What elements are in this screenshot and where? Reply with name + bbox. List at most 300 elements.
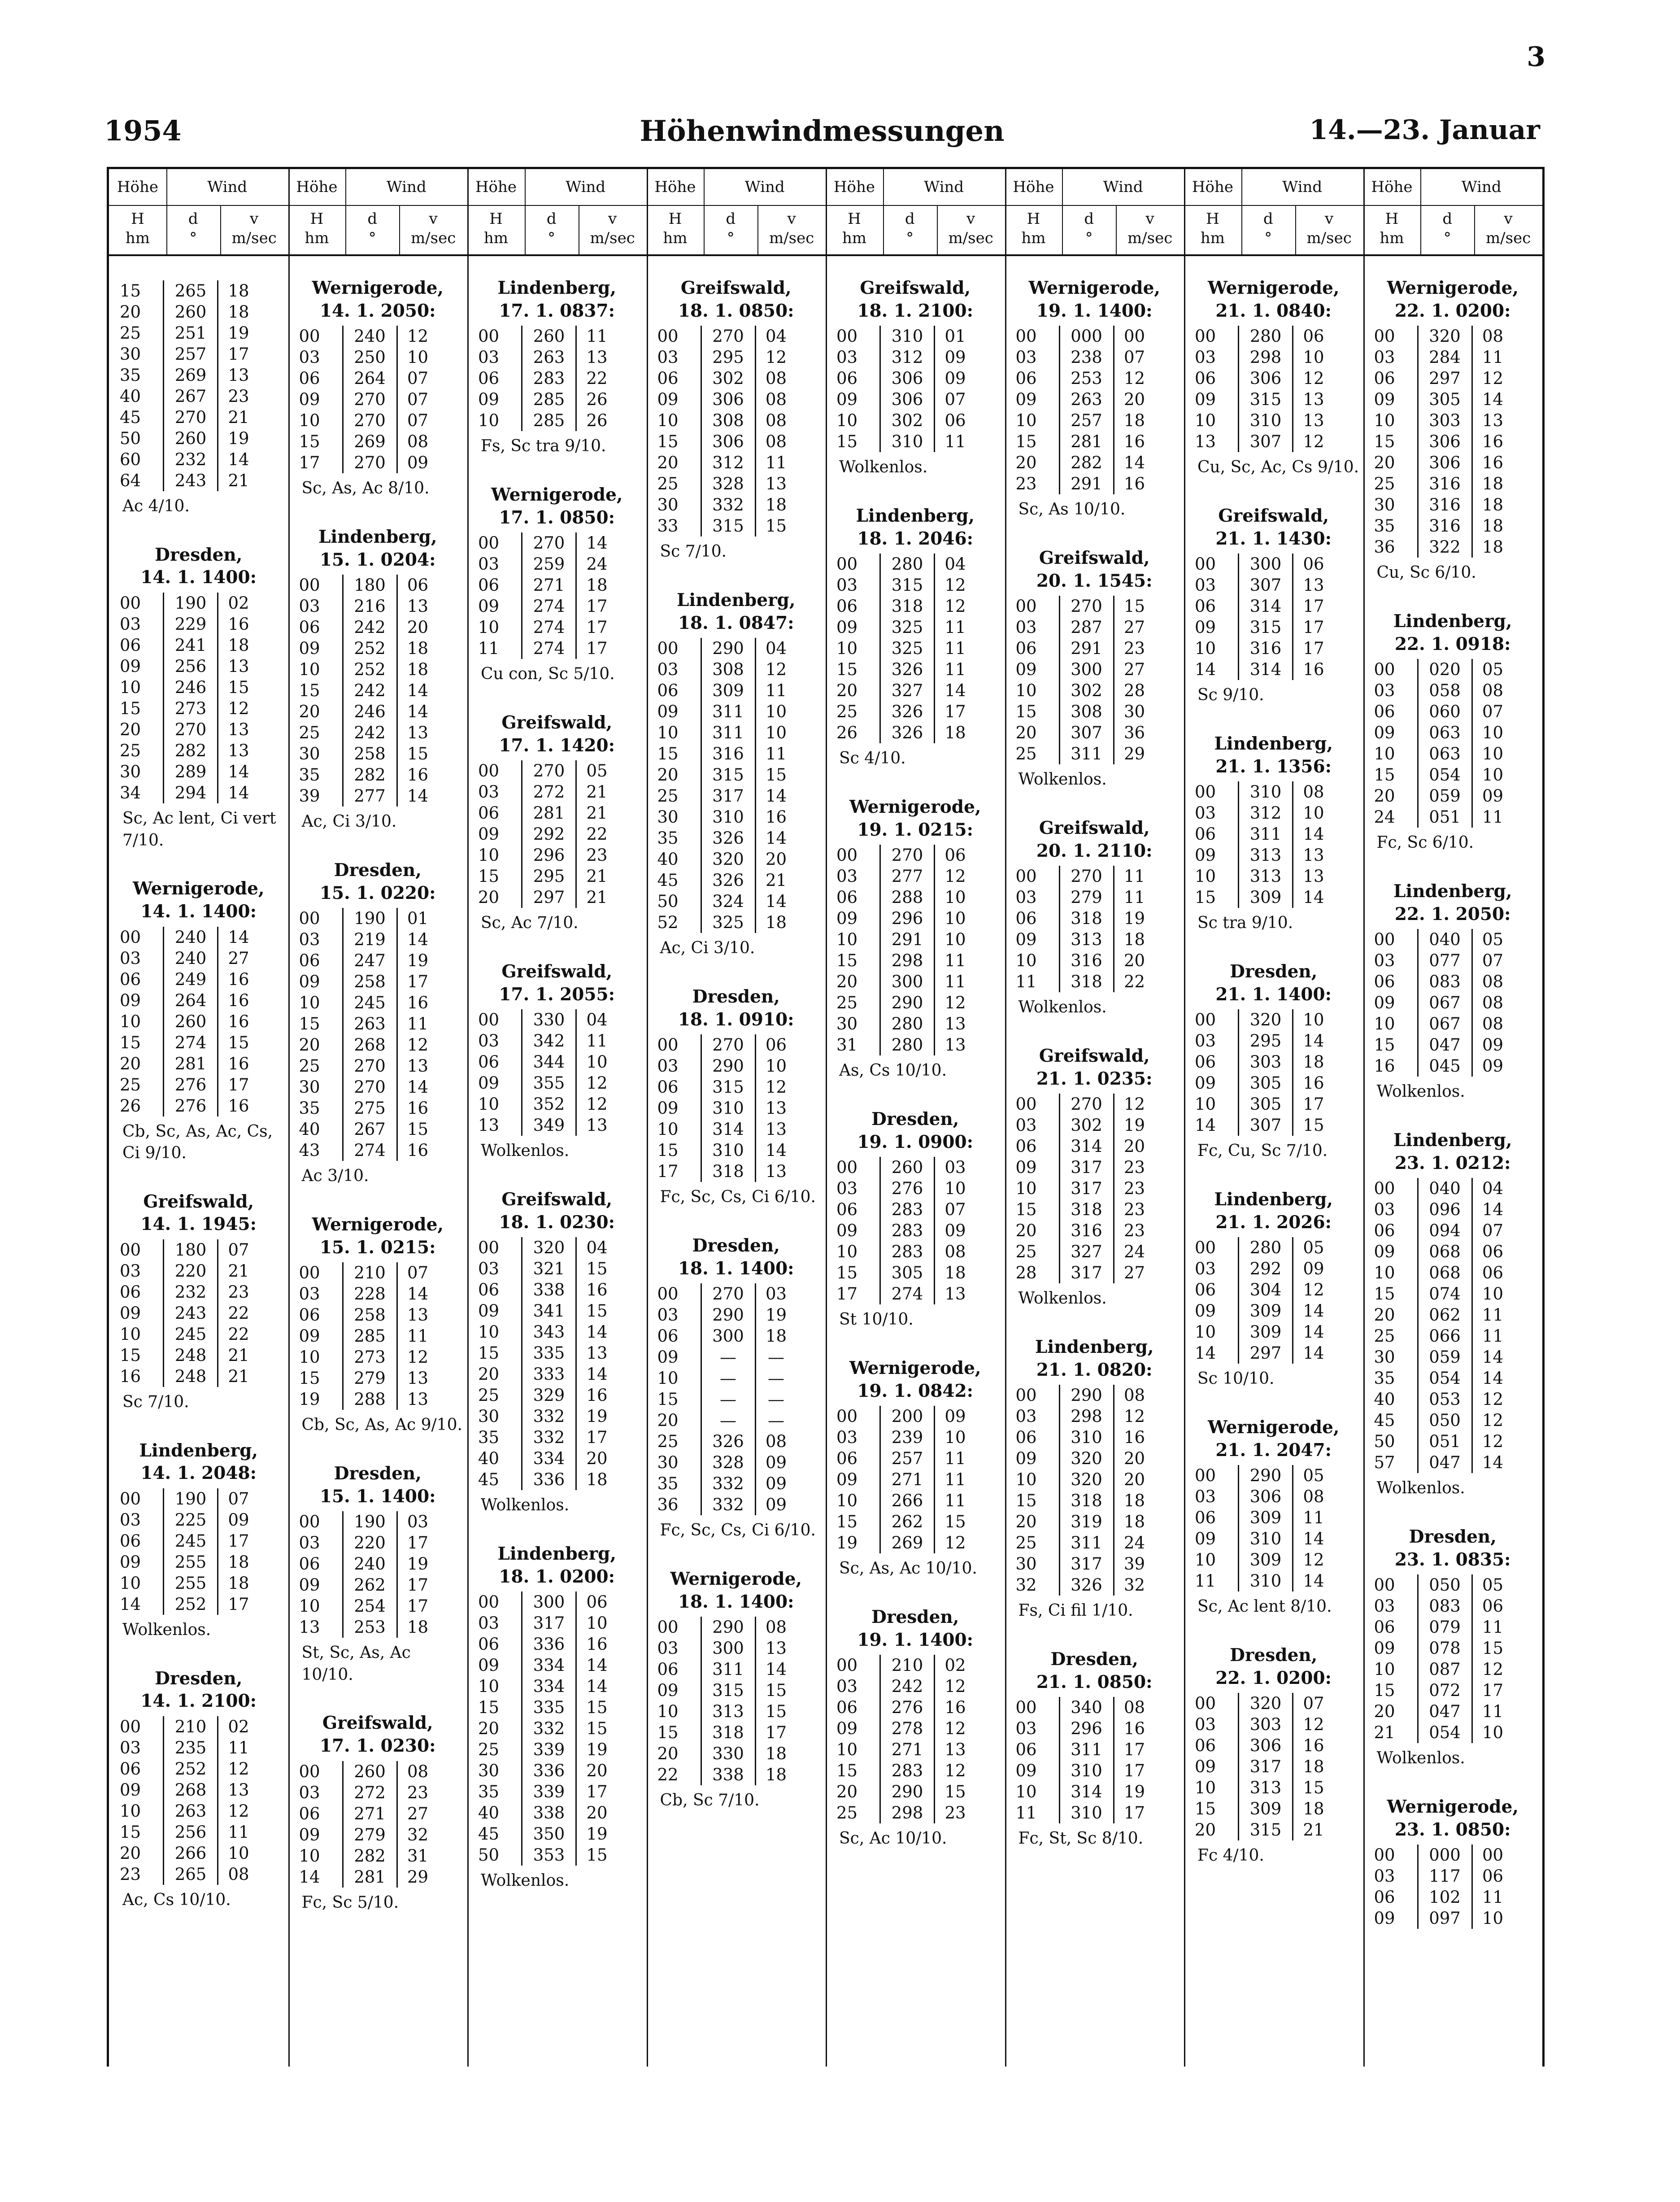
- table-row: [1195, 1343, 1334, 1364]
- direction-cell: 312: [880, 347, 935, 368]
- table-row: [836, 1760, 975, 1781]
- direction-cell: 306: [701, 431, 755, 452]
- direction-cell: 332: [701, 1494, 755, 1515]
- height-cell: 03: [836, 1677, 858, 1696]
- height-cell: 35: [1374, 1369, 1395, 1388]
- height-cell: 23: [1015, 474, 1037, 494]
- table-row: [478, 1781, 617, 1802]
- station-name: Wernigerode,: [133, 878, 265, 899]
- height-cell: 34: [120, 783, 141, 802]
- station-datetime: 22. 1. 2050:: [1394, 903, 1511, 924]
- speed-cell: 18: [228, 1552, 249, 1572]
- height-cell: 03: [120, 1510, 141, 1530]
- table-row: [299, 785, 438, 807]
- height-cell: 06: [299, 1305, 320, 1325]
- height-cell: 09: [299, 1825, 320, 1844]
- cloud-observation: As, Cs 10/10.: [839, 1061, 947, 1080]
- table-row: [299, 1845, 438, 1866]
- direction-cell: 296: [522, 845, 576, 866]
- table-row: [1195, 1115, 1334, 1136]
- direction-cell: 282: [343, 764, 397, 785]
- height-cell: 00: [1374, 660, 1395, 680]
- direction-cell: 297: [1239, 1343, 1293, 1364]
- station-datetime: 19. 1. 0842:: [857, 1380, 974, 1401]
- speed-cell: 20: [1123, 1470, 1145, 1490]
- direction-cell: 256: [164, 656, 218, 677]
- data-table: [107, 167, 1545, 2067]
- speed-cell: 08: [1303, 1487, 1324, 1507]
- table-row: [1016, 1718, 1155, 1739]
- table-row: [836, 1034, 975, 1055]
- speed-cell: 13: [228, 656, 249, 676]
- cloud-observation: Ac, Ci 3/10.: [301, 812, 397, 831]
- height-cell: 10: [657, 1369, 679, 1388]
- table-row: [657, 452, 796, 473]
- speed-cell: 18: [944, 1263, 966, 1283]
- height-cell: 10: [657, 723, 679, 743]
- direction-cell: 266: [880, 1490, 935, 1511]
- height-cell: 09: [836, 1221, 858, 1241]
- height-cell: 00: [1374, 1179, 1395, 1199]
- station-title: [826, 505, 1005, 550]
- table-row: [1195, 802, 1334, 824]
- wind-table: [478, 1237, 617, 1490]
- height-cell: 00: [120, 927, 141, 947]
- height-cell: 09: [120, 1780, 141, 1800]
- table-row: [478, 1300, 617, 1321]
- speed-cell: 08: [944, 1242, 966, 1262]
- height-cell: 15: [657, 432, 679, 452]
- direction-cell: 266: [164, 1843, 218, 1864]
- height-cell: 03: [657, 1305, 679, 1325]
- height-cell: 25: [836, 702, 858, 722]
- cloud-observation: Ac 4/10.: [122, 497, 190, 515]
- speed-cell: 14: [407, 1077, 429, 1097]
- direction-cell: 295: [522, 866, 576, 887]
- speed-cell: 16: [1123, 474, 1145, 494]
- table-row: [120, 1011, 259, 1032]
- direction-cell: 291: [880, 929, 935, 950]
- direction-cell: 077: [1418, 950, 1472, 971]
- speed-cell: 13: [228, 719, 249, 739]
- speed-cell: 16: [1303, 1073, 1324, 1093]
- speed-cell: 10: [1303, 803, 1324, 823]
- table-row: [120, 386, 259, 407]
- height-cell: 00: [299, 909, 320, 929]
- height-cell: 15: [120, 1346, 141, 1365]
- table-column: [826, 169, 1006, 2067]
- speed-cell: 18: [586, 576, 608, 595]
- height-cell: 43: [299, 1141, 320, 1160]
- header-hoehe: Höhe: [1363, 169, 1422, 205]
- speed-cell: 15: [586, 1259, 608, 1279]
- cloud-observation: Ac, Ci 3/10.: [660, 939, 755, 958]
- height-cell: 03: [1195, 803, 1216, 823]
- table-row: [478, 1739, 617, 1760]
- table-row: [478, 1427, 617, 1448]
- table-row: [836, 347, 975, 368]
- table-row: [657, 1701, 796, 1722]
- height-cell: 32: [1015, 1575, 1037, 1595]
- station-block: [1363, 1796, 1543, 1929]
- station-name: Lindenberg,: [1393, 881, 1512, 902]
- table-row: [657, 912, 796, 933]
- direction-cell: 210: [880, 1655, 935, 1676]
- speed-cell: 06: [407, 576, 429, 595]
- table-row: [1374, 1034, 1513, 1055]
- direction-cell: 270: [343, 1055, 397, 1077]
- speed-cell: 06: [944, 846, 966, 865]
- table-row: [836, 1718, 975, 1739]
- station-name: Wernigerode,: [1387, 1796, 1519, 1817]
- station-datetime: 17. 1. 0230:: [319, 1735, 436, 1757]
- speed-cell: 16: [407, 993, 429, 1013]
- speed-cell: 04: [586, 1238, 608, 1258]
- table-row: [1195, 1237, 1334, 1258]
- height-cell: 03: [1015, 888, 1037, 907]
- height-cell: 35: [299, 765, 320, 785]
- height-cell: 45: [478, 1824, 500, 1844]
- direction-cell: 074: [1418, 1283, 1472, 1304]
- table-row: [299, 1617, 438, 1638]
- height-cell: 06: [1015, 369, 1037, 388]
- header-hoehe: Höhe: [467, 169, 526, 205]
- table-row: [836, 1406, 975, 1427]
- speed-cell: 23: [228, 1282, 249, 1302]
- direction-cell: 280: [1239, 326, 1293, 347]
- header-deg: °: [1443, 229, 1451, 247]
- direction-cell: 288: [343, 1389, 397, 1410]
- height-cell: 15: [836, 1761, 858, 1781]
- table-row: [299, 701, 438, 722]
- table-row: [1195, 1321, 1334, 1343]
- direction-cell: —: [701, 1368, 755, 1389]
- speed-cell: 12: [1482, 1432, 1504, 1452]
- speed-cell: 08: [228, 1865, 249, 1884]
- height-cell: 00: [120, 1717, 141, 1737]
- table-row: [1374, 347, 1513, 368]
- height-cell: 03: [299, 597, 320, 616]
- station-datetime: 19. 1. 1400:: [857, 1629, 974, 1650]
- header-hoehe: Höhe: [647, 169, 705, 205]
- direction-cell: 054: [1418, 1368, 1472, 1389]
- direction-cell: 260: [164, 428, 218, 449]
- height-cell: 00: [478, 1592, 500, 1612]
- table-row: [657, 1722, 796, 1743]
- direction-cell: 305: [1418, 389, 1472, 410]
- speed-cell: 21: [228, 1367, 249, 1387]
- table-row: [1195, 431, 1334, 452]
- station-name: Wernigerode,: [1387, 278, 1519, 298]
- height-cell: 06: [478, 576, 500, 595]
- table-row: [657, 1431, 796, 1452]
- column-body: [647, 277, 826, 1838]
- direction-cell: 341: [522, 1300, 576, 1321]
- table-row: [1374, 1574, 1513, 1596]
- station-datetime: 18. 1. 0850:: [678, 300, 794, 321]
- table-row: [1016, 1490, 1155, 1511]
- direction-cell: 270: [1059, 866, 1114, 887]
- station-block: [1363, 1129, 1543, 1500]
- height-cell: 03: [120, 1738, 141, 1758]
- table-row: [1374, 473, 1513, 494]
- speed-cell: 18: [1123, 1491, 1145, 1511]
- table-row: [299, 680, 438, 701]
- station-title: [647, 985, 826, 1031]
- direction-cell: 327: [1059, 1241, 1114, 1262]
- wind-table: [478, 1009, 617, 1136]
- station-name: Greifswald,: [1039, 1045, 1150, 1066]
- height-cell: 10: [657, 1120, 679, 1139]
- table-row: [1195, 1798, 1334, 1819]
- header-h: H: [1206, 210, 1219, 228]
- direction-cell: 068: [1418, 1241, 1472, 1262]
- height-cell: 60: [120, 450, 141, 469]
- station-title: [467, 277, 647, 322]
- table-row: [120, 782, 259, 803]
- height-cell: 10: [299, 411, 320, 431]
- table-row: [1374, 410, 1513, 431]
- height-cell: 64: [120, 471, 141, 490]
- speed-cell: 12: [944, 993, 966, 1013]
- height-cell: 09: [1015, 1761, 1037, 1781]
- height-cell: 03: [1015, 1407, 1037, 1426]
- station-datetime: 21. 1. 2026:: [1215, 1212, 1332, 1233]
- direction-cell: 310: [701, 807, 755, 828]
- height-cell: 06: [1015, 639, 1037, 658]
- wind-table: [1195, 1465, 1334, 1592]
- station-block: [647, 1568, 826, 1812]
- table-row: [1195, 368, 1334, 389]
- height-cell: 06: [1015, 909, 1037, 929]
- header-wind: Wind: [386, 178, 427, 196]
- column-header: [1184, 169, 1363, 256]
- direction-cell: 281: [1059, 431, 1114, 452]
- table-row: [1016, 1199, 1155, 1220]
- cloud-observation: Sc, Ac 7/10.: [481, 914, 579, 933]
- direction-cell: 245: [164, 1324, 218, 1345]
- header-h: H: [1385, 210, 1399, 228]
- speed-cell: 14: [1482, 1369, 1504, 1388]
- speed-cell: 16: [228, 990, 249, 1010]
- direction-cell: 283: [880, 1220, 935, 1241]
- table-row: [836, 992, 975, 1013]
- height-cell: 15: [836, 1512, 858, 1532]
- table-row: [1374, 1013, 1513, 1034]
- direction-cell: 311: [1059, 1739, 1114, 1760]
- speed-cell: 18: [1123, 930, 1145, 950]
- direction-cell: 320: [1059, 1448, 1114, 1469]
- direction-cell: 270: [1059, 1094, 1114, 1115]
- direction-cell: 318: [1059, 908, 1114, 929]
- direction-cell: 210: [343, 1262, 397, 1283]
- height-cell: 06: [478, 1052, 500, 1072]
- station-name: Dresden,: [1050, 1648, 1138, 1670]
- height-cell: 00: [1015, 1698, 1037, 1718]
- table-row: [1016, 950, 1155, 971]
- direction-cell: 330: [522, 1009, 576, 1030]
- height-cell: 06: [1195, 1736, 1216, 1756]
- direction-cell: 289: [164, 761, 218, 782]
- speed-cell: 18: [1482, 537, 1504, 557]
- direction-cell: 180: [343, 575, 397, 596]
- station-datetime: 17. 1. 1420:: [499, 735, 615, 756]
- speed-cell: 11: [1123, 888, 1145, 907]
- speed-cell: 08: [765, 411, 787, 431]
- header-h: H: [1027, 210, 1040, 228]
- direction-cell: 229: [164, 614, 218, 635]
- direction-cell: 306: [1239, 368, 1293, 389]
- station-title: [109, 1439, 288, 1485]
- direction-cell: 200: [880, 1406, 935, 1427]
- direction-cell: 263: [343, 1013, 397, 1034]
- direction-cell: 313: [1059, 929, 1114, 950]
- header-deg: °: [906, 229, 914, 247]
- height-cell: 10: [478, 1094, 500, 1114]
- height-cell: 20: [120, 1054, 141, 1073]
- direction-cell: 297: [1418, 368, 1472, 389]
- height-cell: 09: [657, 1347, 679, 1367]
- height-cell: 09: [1195, 846, 1216, 865]
- direction-cell: 282: [343, 1845, 397, 1866]
- direction-cell: 292: [1239, 1258, 1293, 1279]
- direction-cell: 275: [343, 1098, 397, 1119]
- speed-cell: 11: [944, 618, 966, 637]
- wind-table: [478, 532, 617, 659]
- direction-cell: 320: [522, 1237, 576, 1258]
- wind-table: [836, 1655, 975, 1823]
- direction-cell: 243: [164, 1303, 218, 1324]
- direction-cell: 268: [164, 1779, 218, 1801]
- table-row: [299, 1034, 438, 1055]
- height-cell: 06: [120, 635, 141, 655]
- station-name: Dresden,: [871, 1606, 959, 1627]
- speed-cell: 21: [586, 867, 608, 886]
- speed-cell: 13: [765, 474, 787, 494]
- table-row: [1195, 596, 1334, 617]
- speed-cell: 14: [228, 927, 249, 947]
- height-cell: 15: [1015, 1200, 1037, 1220]
- height-cell: 30: [120, 762, 141, 781]
- speed-cell: 18: [765, 913, 787, 933]
- direction-cell: 306: [1239, 1735, 1293, 1756]
- direction-cell: 068: [1418, 1262, 1472, 1283]
- table-row: [1374, 326, 1513, 347]
- header-ms: m/sec: [769, 229, 814, 247]
- station-name: Dresden,: [871, 1108, 959, 1129]
- cloud-observation: Sc 10/10.: [1197, 1369, 1275, 1388]
- table-row: [1195, 326, 1334, 347]
- direction-cell: 270: [164, 719, 218, 740]
- height-cell: 20: [1015, 1512, 1037, 1532]
- table-row: [120, 344, 259, 365]
- station-block: [1184, 1644, 1363, 1867]
- table-row: [1195, 1570, 1334, 1592]
- header-ms: m/sec: [948, 229, 993, 247]
- direction-cell: 282: [1059, 452, 1114, 473]
- direction-cell: 319: [1059, 1511, 1114, 1532]
- station-title: [1184, 277, 1363, 322]
- table-row: [657, 1140, 796, 1161]
- direction-cell: 316: [1418, 494, 1472, 515]
- speed-cell: 18: [407, 639, 429, 658]
- table-row: [657, 785, 796, 807]
- direction-cell: 325: [880, 638, 935, 659]
- direction-cell: 352: [522, 1094, 576, 1115]
- height-cell: 25: [1374, 474, 1395, 494]
- speed-cell: 12: [407, 1347, 429, 1367]
- table-row: [478, 1343, 617, 1364]
- direction-cell: 094: [1418, 1220, 1472, 1241]
- table-row: [478, 1802, 617, 1823]
- table-row: [1374, 659, 1513, 680]
- direction-cell: 240: [164, 948, 218, 969]
- table-row: [836, 326, 975, 347]
- table-row: [120, 761, 259, 782]
- height-cell: 03: [1015, 348, 1037, 367]
- table-row: [657, 1161, 796, 1182]
- table-row: [478, 1258, 617, 1279]
- direction-cell: 040: [1418, 1178, 1472, 1199]
- table-row: [120, 948, 259, 969]
- height-cell: 10: [1015, 1470, 1037, 1490]
- speed-cell: 16: [586, 1386, 608, 1405]
- speed-cell: 16: [1482, 432, 1504, 452]
- column-body: [1363, 277, 1543, 1955]
- direction-cell: 252: [343, 638, 397, 659]
- table-row: [299, 908, 438, 929]
- height-cell: 10: [299, 1846, 320, 1866]
- table-row: [836, 1157, 975, 1178]
- height-cell: 10: [1195, 411, 1216, 431]
- height-cell: 17: [299, 453, 320, 473]
- speed-cell: 20: [765, 850, 787, 869]
- height-cell: 25: [836, 1803, 858, 1823]
- direction-cell: 265: [164, 1864, 218, 1885]
- direction-cell: 267: [343, 1119, 397, 1140]
- table-row: [299, 347, 438, 368]
- height-cell: 06: [299, 951, 320, 971]
- direction-cell: 311: [701, 701, 755, 722]
- table-row: [1374, 1638, 1513, 1659]
- table-row: [478, 596, 617, 617]
- direction-cell: 284: [1418, 347, 1472, 368]
- table-row: [299, 1304, 438, 1326]
- table-row: [120, 1488, 259, 1509]
- table-row: [120, 1324, 259, 1345]
- station-title: [1184, 1416, 1363, 1461]
- speed-cell: 03: [944, 1158, 966, 1177]
- speed-cell: 14: [228, 783, 249, 802]
- station-block: [647, 277, 826, 563]
- station-title: [1363, 610, 1543, 655]
- height-cell: 15: [120, 1033, 141, 1052]
- direction-cell: 303: [1418, 410, 1472, 431]
- direction-cell: 248: [164, 1366, 218, 1387]
- table-row: [836, 1262, 975, 1283]
- station-datetime: 15. 1. 0215:: [319, 1237, 436, 1258]
- direction-cell: 240: [343, 326, 397, 347]
- table-row: [1016, 908, 1155, 929]
- table-row: [478, 1823, 617, 1844]
- table-row: [299, 431, 438, 452]
- header-v: v: [1504, 210, 1513, 228]
- table-row: [1016, 1094, 1155, 1115]
- height-cell: 35: [120, 366, 141, 385]
- speed-cell: 14: [1303, 824, 1324, 844]
- speed-cell: 13: [228, 366, 249, 385]
- direction-cell: 000: [1418, 1844, 1472, 1866]
